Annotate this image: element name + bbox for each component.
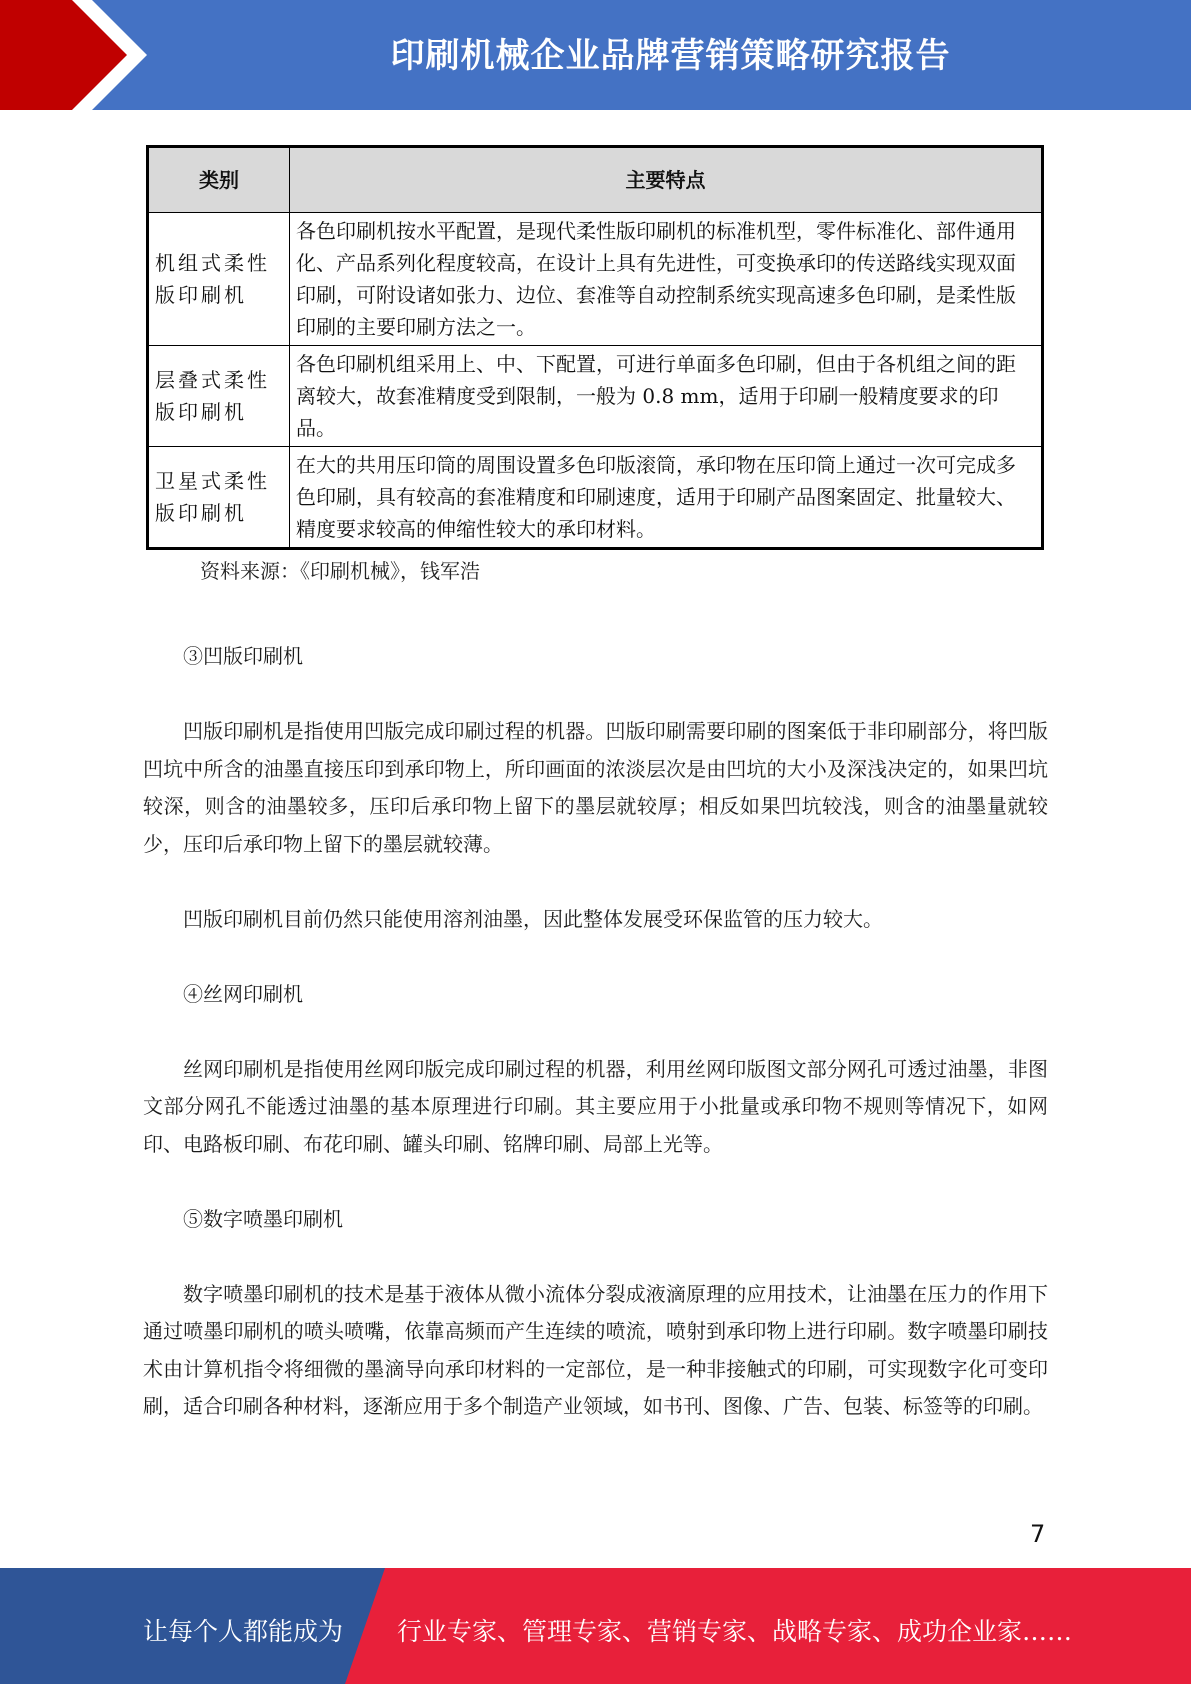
table-header-row <box>148 147 1043 213</box>
page-footer-banner <box>0 1568 1191 1684</box>
footer-slogan-right: 行业专家、管理专家、营销专家、战略专家、成功企业家…… <box>397 1617 1073 1646</box>
paragraph-gravure-2: 凹版印刷机目前仍然只能使用溶剂油墨，因此整体发展受环保监管的压力较大。 <box>183 906 883 931</box>
column-header-features: 主要特点 <box>290 147 1043 213</box>
report-title: 印刷机械企业品牌营销策略研究报告 <box>390 36 951 76</box>
table-cell-features: 各色印刷机组采用上、中、下配置，可进行单面多色印刷，但由于各机组之间的距离较大，故套准精度受到限制，一般为 0.8 mm，适用于印刷一般精度要求的印品。 <box>290 346 1043 447</box>
table-row <box>148 213 1043 346</box>
table-cell-category: 层叠式柔性版印刷机 <box>148 346 290 447</box>
table-cell-features: 各色印刷机按水平配置，是现代柔性版印刷机的标准机型，零件标准化、部件通用化、产品系列化程度较高，在设计上具有先进性，可变换承印的传送路线实现双面印刷，可附设诸如张力、边位、套准等自动控制系统实现高速多色印刷，是柔性版印刷的主要印刷方法之一。 <box>290 213 1043 346</box>
section-heading-gravure: ③凹版印刷机 <box>183 644 303 668</box>
flexo-press-types-table <box>146 145 1044 550</box>
paragraph-screen-1: 丝网印刷机是指使用丝网印版完成印刷过程的机器，利用丝网印版图文部分网孔可透过油墨，非图文部分网孔不能透过油墨的基本原理进行印刷。其主要应用于小批量或承印物不规则等情况下，如网印、电路板印刷、布花印刷、罐头印刷、铭牌印刷、局部上光等。 <box>143 1056 1048 1156</box>
table-cell-category: 机组式柔性版印刷机 <box>148 213 290 346</box>
section-heading-screen: ④丝网印刷机 <box>183 981 303 1006</box>
table-cell-category: 卫星式柔性版印刷机 <box>148 447 290 549</box>
paragraph-gravure-1: 凹版印刷机是指使用凹版完成印刷过程的机器。凹版印刷需要印刷的图案低于非印刷部分，将凹版凹坑中所含的油墨直接压印到承印物上，所印画面的浓淡层次是由凹坑的大小及深浅决定的，如果凹坑较深，则含的油墨较多，压印后承印物上留下的墨层就较厚；相反如果凹坑较浅，则含的油墨量就较少，压印后承印物上留下的墨层就较薄。 <box>143 719 1048 856</box>
red-chevron-decoration <box>0 0 155 110</box>
footer-slogan-left: 让每个人都能成为 <box>143 1617 344 1646</box>
table-cell-features: 在大的共用压印筒的周围设置多色印版滚筒，承印物在压印筒上通过一次可完成多色印刷，具有较高的套准精度和印刷速度，适用于印刷产品图案固定、批量较大、精度要求较高的伸缩性较大的承印材料。 <box>290 447 1043 549</box>
paragraph-inkjet-1: 数字喷墨印刷机的技术是基于液体从微小流体分裂成液滴原理的应用技术，让油墨在压力的作用下通过喷墨印刷机的喷头喷嘴，依靠高频而产生连续的喷流，喷射到承印物上进行印刷。数字喷墨印刷技术由计算机指令将细微的墨滴导向承印材料的一定部位，是一种非接触式的印刷，可实现数字化可变印刷，适合印刷各种材料，逐渐应用于多个制造产业领域，如书刊、图像、广告、包装、标签等的印刷。 <box>143 1281 1048 1418</box>
column-header-category: 类别 <box>148 147 290 213</box>
section-heading-inkjet: ⑤数字喷墨印刷机 <box>183 1206 343 1231</box>
table-row <box>148 346 1043 447</box>
table-source-note: 资料来源：《印刷机械》，钱军浩 <box>200 559 480 583</box>
page-header-banner <box>0 0 1191 110</box>
main-content <box>143 638 1048 1426</box>
page-number: 7 <box>1030 1520 1046 1548</box>
table-row <box>148 447 1043 549</box>
